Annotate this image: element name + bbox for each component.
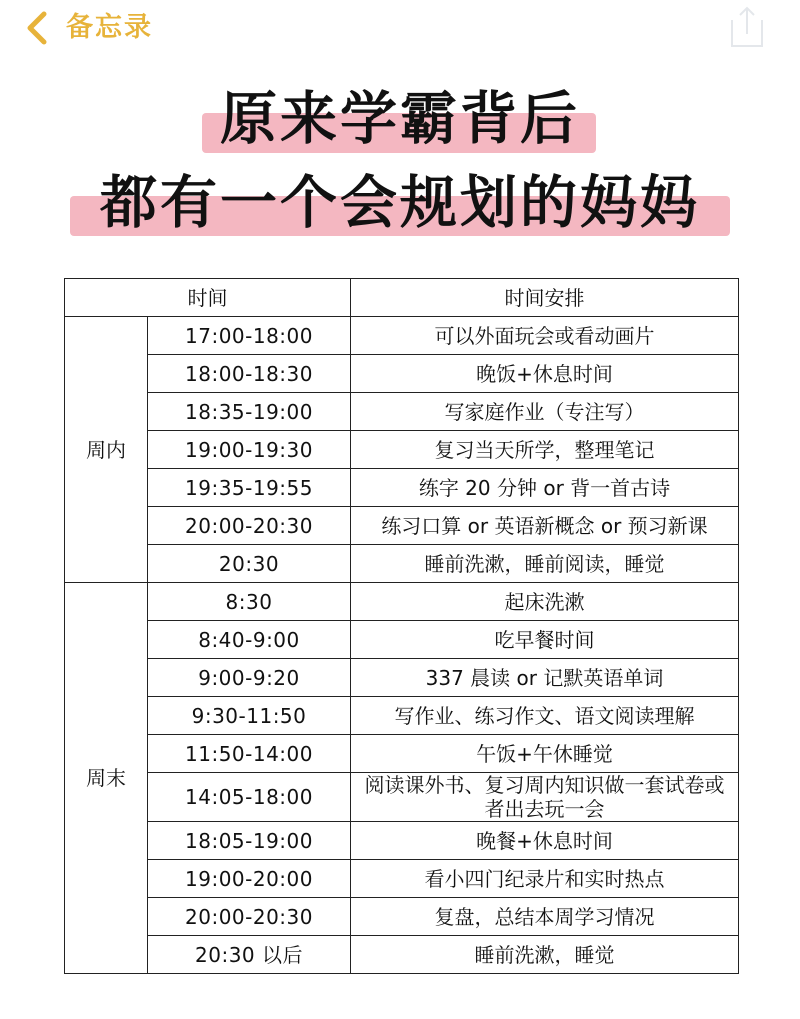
- table-row: [65, 583, 739, 621]
- time-cell: 19:00-20:00: [148, 860, 351, 898]
- schedule-table: [64, 278, 739, 974]
- time-cell: 18:05-19:00: [148, 822, 351, 860]
- activity-cell: 睡前洗漱，睡前阅读，睡觉: [351, 545, 739, 583]
- header-arrangement: 时间安排: [351, 279, 739, 317]
- period-weekday: 周内: [65, 317, 148, 583]
- time-cell: 20:00-20:30: [148, 507, 351, 545]
- table-row: [65, 860, 739, 898]
- table-row: [65, 735, 739, 773]
- header-time: 时间: [65, 279, 351, 317]
- time-cell: 18:35-19:00: [148, 393, 351, 431]
- activity-cell: 晚饭+休息时间: [351, 355, 739, 393]
- table-row: [65, 469, 739, 507]
- time-cell: 8:40-9:00: [148, 621, 351, 659]
- table-row: [65, 431, 739, 469]
- time-cell: 8:30: [148, 583, 351, 621]
- activity-cell: 起床洗漱: [351, 583, 739, 621]
- activity-cell: 练字 20 分钟 or 背一首古诗: [351, 469, 739, 507]
- time-cell: 18:00-18:30: [148, 355, 351, 393]
- time-cell: 9:00-9:20: [148, 659, 351, 697]
- activity-cell: 阅读课外书、复习周内知识做一套试卷或者出去玩一会: [351, 773, 739, 822]
- table-row: [65, 773, 739, 822]
- activity-cell: 337 晨读 or 记默英语单词: [351, 659, 739, 697]
- table-row: [65, 697, 739, 735]
- top-bar: [0, 0, 800, 58]
- activity-cell: 复盘，总结本周学习情况: [351, 898, 739, 936]
- table-row: [65, 507, 739, 545]
- table-header-row: [65, 279, 739, 317]
- title-line-1: 原来学霸背后: [220, 86, 580, 152]
- table-row: [65, 355, 739, 393]
- time-cell: 9:30-11:50: [148, 697, 351, 735]
- time-cell: 14:05-18:00: [148, 773, 351, 822]
- table-row: [65, 621, 739, 659]
- activity-cell: 午饭+午休睡觉: [351, 735, 739, 773]
- table-row: [65, 822, 739, 860]
- title-line-2: 都有一个会规划的妈妈: [100, 170, 700, 236]
- table-row: [65, 659, 739, 697]
- time-cell: 20:00-20:30: [148, 898, 351, 936]
- time-cell: 20:30 以后: [148, 936, 351, 974]
- table-row: [65, 545, 739, 583]
- chevron-left-icon[interactable]: [20, 10, 56, 46]
- period-weekend: 周末: [65, 583, 148, 974]
- activity-cell: 写作业、练习作文、语文阅读理解: [351, 697, 739, 735]
- table-row: [65, 393, 739, 431]
- share-icon[interactable]: [722, 4, 772, 50]
- activity-cell: 晚餐+休息时间: [351, 822, 739, 860]
- activity-cell: 练习口算 or 英语新概念 or 预习新课: [351, 507, 739, 545]
- time-cell: 11:50-14:00: [148, 735, 351, 773]
- activity-cell: 可以外面玩会或看动画片: [351, 317, 739, 355]
- table-row: [65, 898, 739, 936]
- time-cell: 19:00-19:30: [148, 431, 351, 469]
- activity-cell: 看小四门纪录片和实时热点: [351, 860, 739, 898]
- time-cell: 17:00-18:00: [148, 317, 351, 355]
- activity-cell: 写家庭作业（专注写）: [351, 393, 739, 431]
- activity-cell: 复习当天所学，整理笔记: [351, 431, 739, 469]
- table-row: [65, 317, 739, 355]
- activity-cell: 睡前洗漱，睡觉: [351, 936, 739, 974]
- time-cell: 20:30: [148, 545, 351, 583]
- activity-cell: 吃早餐时间: [351, 621, 739, 659]
- time-cell: 19:35-19:55: [148, 469, 351, 507]
- table-row: [65, 936, 739, 974]
- back-button-label[interactable]: 备忘录: [66, 12, 153, 43]
